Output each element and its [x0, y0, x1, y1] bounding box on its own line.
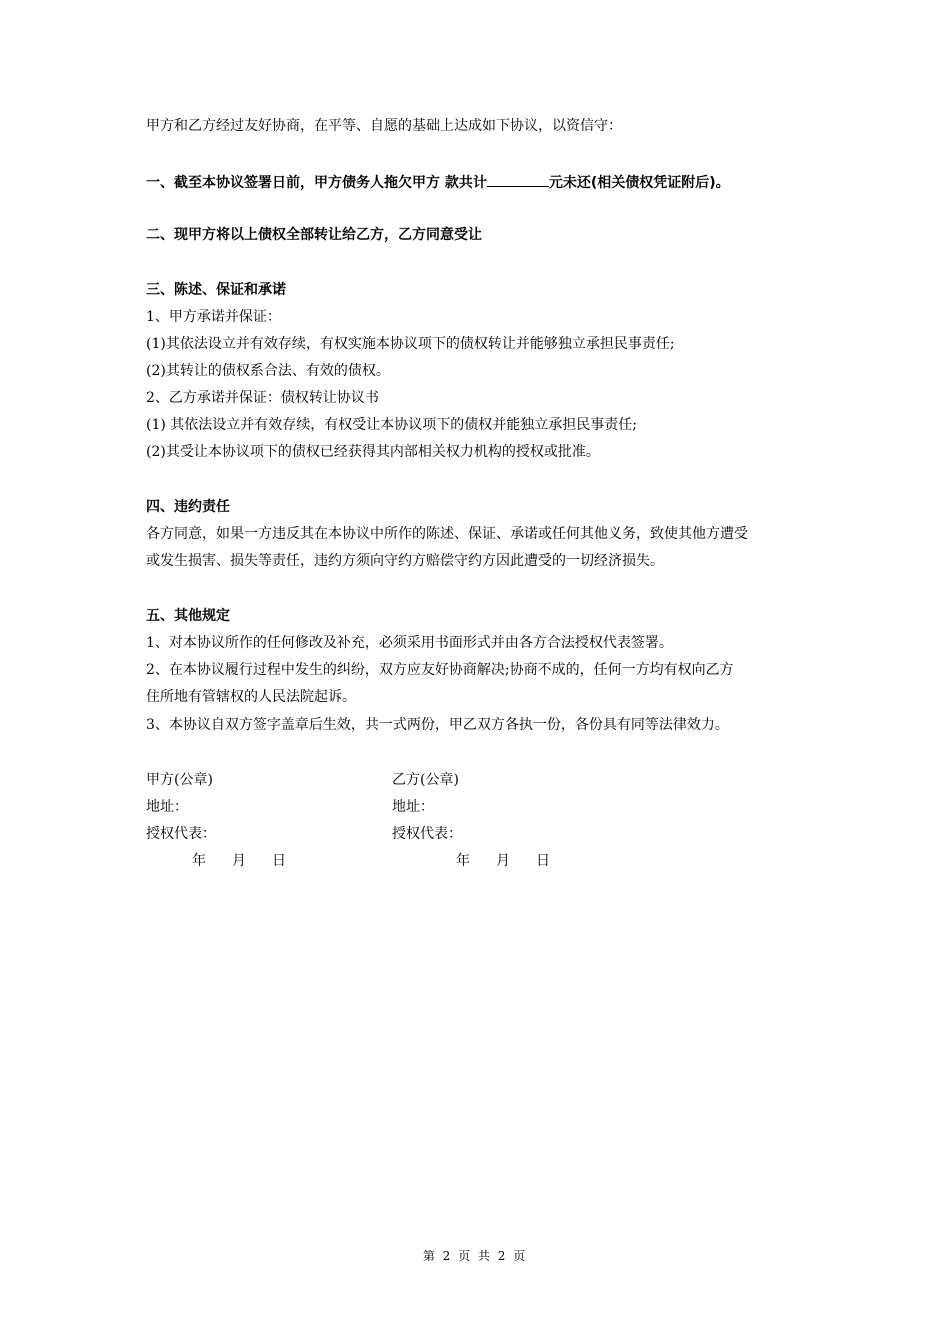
section-5-line: 2、在本协议履行过程中发生的纠纷，双方应友好协商解决;协商不成的，任何一方均有权向乙方: [146, 662, 734, 678]
section-3-line: (1) 其依法设立并有效存续，有权受让本协议项下的债权并能独立承担民事责任;: [146, 417, 637, 433]
date-day: 日: [536, 853, 550, 869]
party-a-date: [192, 852, 286, 870]
section-5-line: 1、对本协议所作的任何修改及补充，必须采用书面形式并由各方合法授权代表签署。: [146, 635, 673, 651]
amount-blank: [487, 172, 549, 187]
section-3-line: (2)其转让的债权系合法、有效的债权。: [146, 363, 390, 379]
date-day: 日: [272, 853, 286, 869]
section-5-line: 3、本协议自双方签字盖章后生效，共一式两份，甲乙双方各执一份，各份具有同等法律效力。: [146, 717, 729, 733]
party-b-seal: 乙方(公章): [392, 772, 459, 788]
section-4-line: 或发生损害、损失等责任，违约方须向守约方赔偿守约方因此遭受的一切经济损失。: [146, 553, 664, 569]
party-a-address: 地址：: [146, 799, 188, 815]
section-3-heading: 三、陈述、保证和承诺: [146, 282, 286, 298]
section-1-heading: [146, 172, 730, 192]
section-3-line: 1、甲方承诺并保证：: [146, 309, 281, 325]
page-number-footer: 第 2 页 共 2 页: [422, 1249, 528, 1263]
party-b-representative: 授权代表：: [392, 826, 462, 842]
section-3-line: (2)其受让本协议项下的债权已经获得其内部相关权力机构的授权或批准。: [146, 444, 600, 460]
section-3-line: 2、乙方承诺并保证：债权转让协议书: [146, 390, 379, 406]
date-month: 月: [232, 853, 246, 869]
date-year: 年: [192, 853, 206, 869]
date-month: 月: [496, 853, 510, 869]
section-5-heading: 五、其他规定: [146, 608, 230, 624]
section-3-line: (1)其依法设立并有效存续，有权实施本协议项下的债权转让并能够独立承担民事责任;: [146, 336, 675, 352]
intro-paragraph: 甲方和乙方经过友好协商，在平等、自愿的基础上达成如下协议，以资信守：: [146, 118, 622, 134]
section-4-line: 各方同意，如果一方违反其在本协议中所作的陈述、保证、承诺或任何其他义务，致使其他方遭受: [146, 526, 748, 542]
party-a-representative: 授权代表：: [146, 826, 216, 842]
section-1-text-after: 元未还(相关债权凭证附后)。: [548, 175, 730, 191]
section-2-heading: 二、现甲方将以上债权全部转让给乙方，乙方同意受让: [146, 227, 482, 243]
section-1-text-before: 一、截至本协议签署日前，甲方债务人拖欠甲方 款共计: [146, 175, 487, 191]
section-5-line: 住所地有管辖权的人民法院起诉。: [146, 689, 356, 705]
section-4-heading: 四、违约责任: [146, 499, 230, 515]
party-a-seal: 甲方(公章): [146, 772, 213, 788]
date-year: 年: [456, 853, 470, 869]
party-b-address: 地址：: [392, 799, 434, 815]
party-b-date: [456, 852, 550, 870]
